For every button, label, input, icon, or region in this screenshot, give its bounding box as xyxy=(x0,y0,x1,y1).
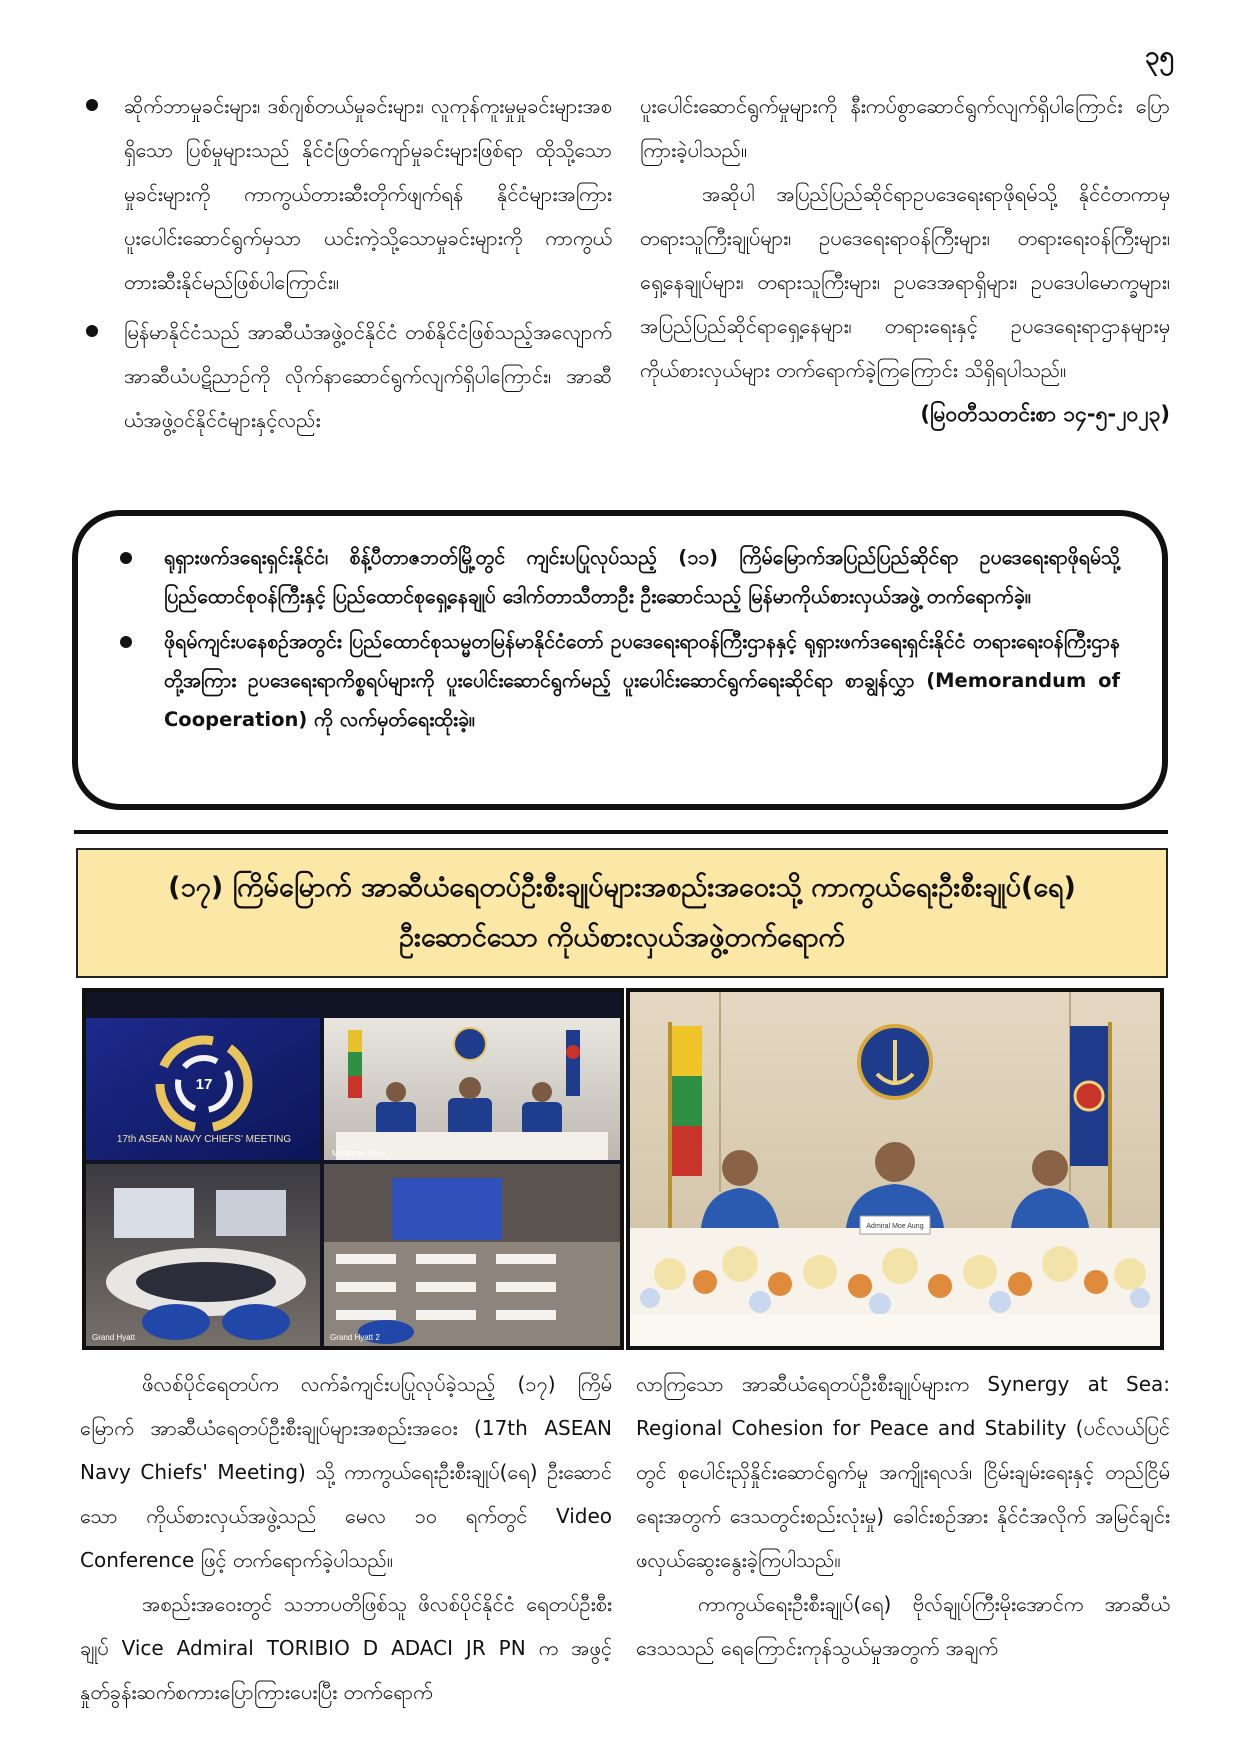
headline-line-2: ဦးဆောင်သော ကိုယ်စားလှယ်အဖွဲ့တက်ရောက် xyxy=(399,922,845,953)
bullet-icon xyxy=(86,325,98,337)
bullet-icon xyxy=(86,99,98,111)
summary-bullet-text: ဖိုရမ်ကျင်းပနေစဉ်အတွင်း ပြည်ထောင်စုသမ္မတမြန်မာနိုင်ငံတော် ဥပဒေရေးရာဝန်ကြီးဌာနနှင့် ရုရှားဖက်ဒရေးရှင်းနိုင်ငံ တရားရေးဝန်ကြီးဌာနတို့အကြား ဥပဒေရေးရာကိစ္စရပ်များကို ပူးပေါင်းဆောင်ရွက်မည့် ပူးပေါင်းဆောင်ရွက်ရေးဆိုင်ရာ စာချွန်လွှာ (Memorandum of Cooperation) ကို လက်မှတ်ရေးထိုးခဲ့။ xyxy=(164,630,1120,731)
paragraph: အဆိုပါ အပြည်ပြည်ဆိုင်ရာဥပဒေရေးရာဖိုရမ်သို့ နိုင်ငံတကာမှတရားသူကြီးချုပ်များ၊ ဥပဒေရေးရာဝန်ကြီးများ၊ တရားရေးဝန်ကြီးများ၊ ရှေ့နေချုပ်များ၊ တရားသူကြီးများ၊ ဥပဒေအရာရှိများ၊ ဥပဒေပါမောက္ခများ၊ အပြည်ပြည်ဆိုင်ရာရှေ့နေများ၊ တရားရေးနှင့် ဥပဒေရေးရာဌာနများမှ ကိုယ်စားလှယ်များ တက်ရောက်ခဲ့ကြကြောင်း သိရှိရပါသည်။ xyxy=(640,182,1170,382)
paragraph: ဖိလစ်ပိုင်ရေတပ်က လက်ခံကျင်းပပြုလုပ်ခဲ့သည့် (၁၇) ကြိမ်မြောက် အာဆီယံရေတပ်ဦးစီးချုပ်များအစည်းအဝေး (17th ASEAN Navy Chiefs' Meeting) သို့ ကာကွယ်ရေးဦးစီးချုပ်(ရေ) ဦးဆောင်သော ကိုယ်စားလှယ်အဖွဲ့သည် မေလ ၁၀ ရက်တွင် Video Conference ဖြင့် တက်ရောက်ခဲ့ပါသည်။ xyxy=(80,1372,612,1572)
bullet-text: မြန်မာနိုင်ငံသည် အာဆီယံအဖွဲ့ဝင်နိုင်ငံ တစ်နိုင်ငံဖြစ်သည့်အလျောက် အာဆီယံပဋိညာဉ်ကို လိုက်နာဆောင်ရွက်လျက်ရှိပါကြောင်း၊ အာဆီယံအဖွဲ့ဝင်နိုင်ငံများနှင့်လည်း xyxy=(124,320,612,432)
banner-number: 17 xyxy=(195,1076,213,1093)
navy-emblem-icon xyxy=(859,1026,931,1098)
article-headline xyxy=(76,848,1168,978)
summary-bullet xyxy=(114,538,1120,616)
page-number: ၃၅ xyxy=(1144,41,1174,71)
summary-bullet xyxy=(114,622,1120,739)
headline-line-1: (၁၇) ကြိမ်မြောက် အာဆီယံရေတပ်ဦးစီးချုပ်များအစည်းအဝေးသို့ ကာကွယ်ရေးဦးစီးချုပ်(ရေ) xyxy=(168,872,1076,903)
tile-label-hall-2: Grand Hyatt 2 xyxy=(330,1333,380,1342)
bullet-icon xyxy=(120,552,132,564)
bullet-item xyxy=(84,84,612,304)
tile-label-hall-1: Grand Hyatt xyxy=(92,1333,136,1342)
section-divider xyxy=(74,830,1168,834)
summary-bullet-text: ရုရှားဖက်ဒရေးရှင်းနိုင်ငံ၊ စိန့်ပီတာဇဘတ်မြို့တွင် ကျင်းပပြုလုပ်သည့် (၁၁) ကြိမ်မြောက်အပြည်ပြည်ဆိုင်ရာ ဥပဒေရေးရာဖိုရမ်သို့ ပြည်ထောင်စုဝန်ကြီးနှင့် ပြည်ထောင်စုရှေ့နေချုပ် ဒေါက်တာသီတာဦး ဦးဆောင်သည့် မြန်မာကိုယ်စားလှယ်အဖွဲ့ တက်ရောက်ခဲ့။ xyxy=(164,546,1120,608)
paragraph: လာကြသော အာဆီယံရေတပ်ဦးစီးချုပ်များက Synergy at Sea: Regional Cohesion for Peace and Stability (ပင်လယ်ပြင်တွင် စုပေါင်းညှိနှိုင်းဆောင်ရွက်မှု အကျိုးရလဒ်၊ ငြိမ်းချမ်းရေးနှင့် တည်ငြိမ်ရေးအတွက် ဒေသတွင်းစည်းလုံးမှု) ခေါင်းစဉ်အား နိုင်ငံအလိုက် အမြင်ချင်းဖလှယ်ဆွေးနွေးခဲ့ကြပါသည်။ xyxy=(636,1372,1170,1572)
conference-collage-photo xyxy=(82,988,624,1350)
tile-label-myanmar: Myanmar Navy xyxy=(332,1149,386,1158)
paragraph: အစည်းအဝေးတွင် သဘာပတိဖြစ်သူ ဖိလစ်ပိုင်နိုင်ငံ ရေတပ်ဦးစီးချုပ် Vice Admiral TORIBIO D ADACI JR PN က အဖွင့်နှုတ်ခွန်းဆက်စကားပြောကြားပေးပြီး တက်ရောက် xyxy=(80,1592,612,1704)
banner-caption: 17th ASEAN NAVY CHIEFS' MEETING xyxy=(116,1134,292,1145)
delegation-illustration xyxy=(630,992,1160,1346)
source-citation: (မြဝတီသတင်းစာ ၁၄-၅-၂၀၂၃) xyxy=(920,402,1170,426)
collage-illustration xyxy=(86,992,620,1346)
bullet-text: ဆိုက်ဘာမှုခင်းများ၊ ဒစ်ဂျစ်တယ်မှုခင်းများ၊ လူကုန်ကူးမှုမှုခင်းများအစရှိသော ပြစ်မှုများသည် နိုင်ငံဖြတ်ကျော်မှုခင်းများဖြစ်ရာ ထိုသို့သောမှုခင်းများကို ကာကွယ်တားဆီးတိုက်ဖျက်ရန် နိုင်ငံများအကြားပူးပေါင်းဆောင်ရွက်မှသာ ယင်းကဲ့သို့သောမှုခင်းများကို ကာကွယ်တားဆီးနိုင်မည်ဖြစ်ပါကြောင်း။ xyxy=(124,94,612,294)
desk-name-sign: Admiral Moe Aung xyxy=(866,1223,924,1230)
bullet-icon xyxy=(120,636,132,648)
delegation-photo xyxy=(626,988,1164,1350)
bottom-right-column xyxy=(636,1362,1170,1670)
paragraph: ကာကွယ်ရေးဦးစီးချုပ်(ရေ) ဗိုလ်ချုပ်ကြီးမိုးအောင်က အာဆီယံဒေသသည် ရေကြောင်းကုန်သွယ်မှုအတွက် အချက် xyxy=(636,1592,1170,1660)
bullet-item xyxy=(84,310,612,442)
bottom-left-column xyxy=(80,1362,612,1714)
summary-box xyxy=(72,510,1168,810)
paragraph: ပူးပေါင်းဆောင်ရွက်မှုများကို နီးကပ်စွာဆောင်ရွက်လျက်ရှိပါကြောင်း ပြောကြားခဲ့ပါသည်။ xyxy=(640,94,1170,162)
top-right-column xyxy=(640,84,1170,436)
top-left-column xyxy=(84,84,612,442)
